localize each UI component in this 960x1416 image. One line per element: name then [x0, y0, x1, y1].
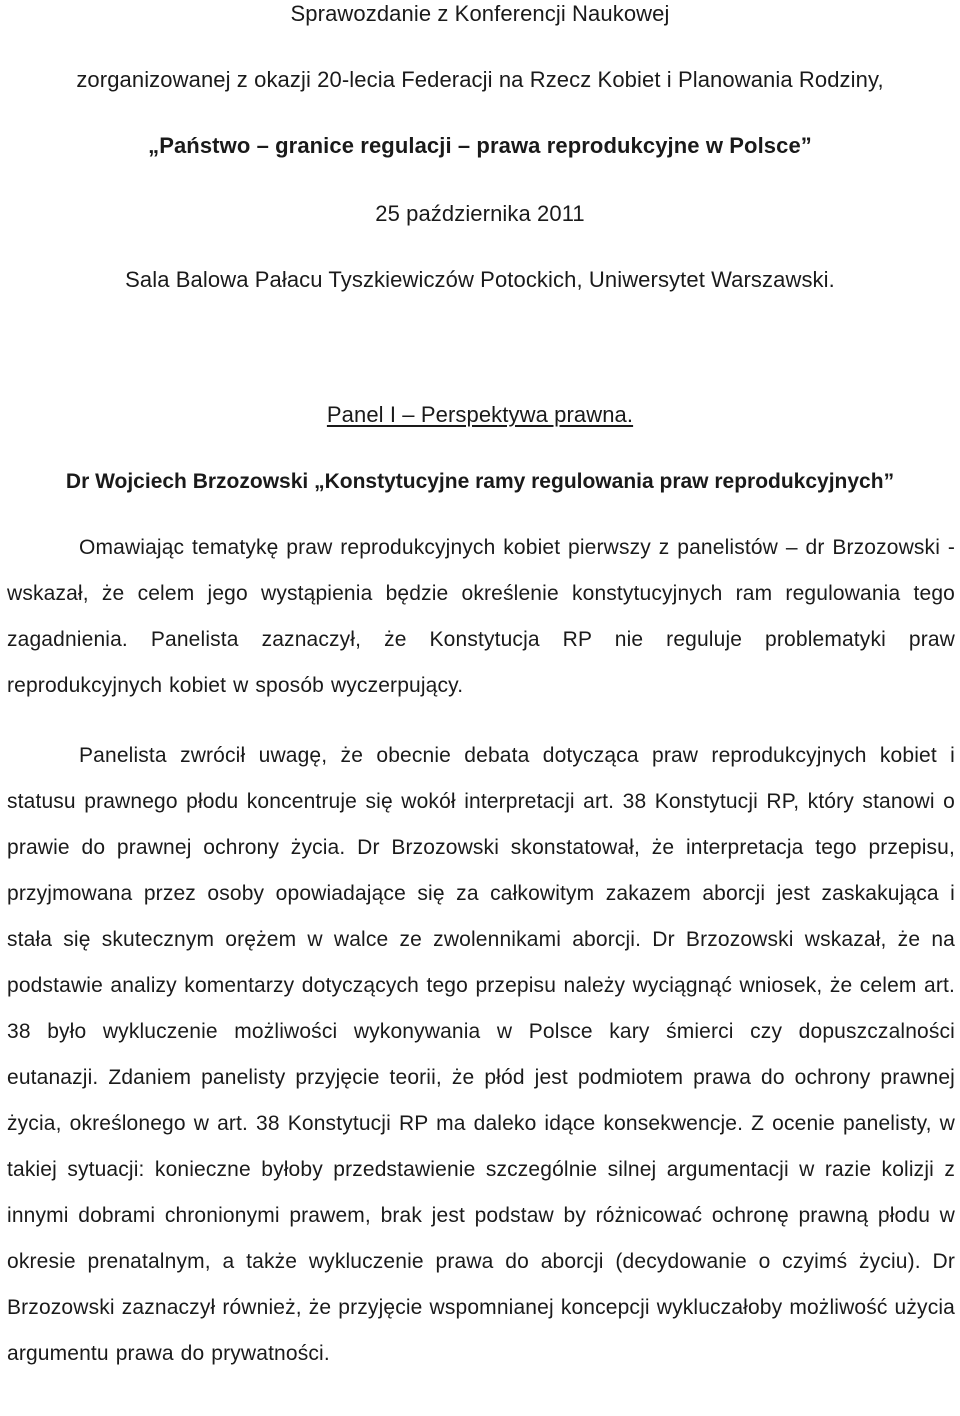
- body-paragraph-2: Panelista zwrócił uwagę, że obecnie debata dotycząca praw reprodukcyjnych kobiet i statusu prawnego płodu koncentruje się wokół interpretacji art. 38 Konstytucji RP, który stanowi o prawie do prawnej ochrony życia. Dr Brzozowski skonstatował, że interpretacja tego przepisu, przyjmowana przez osoby opowiadające się za całkowitym zakazem aborcji jest zaskakująca i stała się skutecznym orężem w walce ze zwolennikami aborcji. Dr Brzozowski wskazał, że na podstawie analizy komentarzy dotyczących tego przepisu należy wyciągnąć wniosek, że celem art. 38 było wykluczenie możliwości wykonywania w Polsce kary śmierci czy dopuszczalności eutanazji. Zdaniem panelisty przyjęcie teorii, że płód jest podmiotem prawa do ochrony prawnej życia, określonego w art. 38 Konstytucji RP ma daleko idące konsekwencje. Z ocenie panelisty, w takiej sytuacji: konieczne byłoby przedstawienie szczególnie silnej argumentacji w razie kolizji z innymi dobrami chronionymi prawem, brak jest podstaw by różnicować ochronę prawną płodu w okresie prenatalnym, a także wykluczenie prawa do aborcji (decydowanie o czyimś życiu). Dr Brzozowski zaznaczył również, że przyjęcie wspomnianej koncepcji wykluczałoby możliwość użycia argumentu prawa do prywatności.: [7, 744, 955, 1365]
- report-title: Sprawozdanie z Konferencji Naukowej: [290, 1, 670, 26]
- conference-title: „Państwo – granice regulacji – prawa reprodukcyjne w Polsce”: [148, 133, 812, 158]
- conference-date: 25 października 2011: [375, 201, 585, 226]
- organizer-line: zorganizowanej z okazji 20-lecia Federacji na Rzecz Kobiet i Planowania Rodziny,: [76, 67, 884, 92]
- panel-heading: Panel I – Perspektywa prawna.: [326, 402, 634, 427]
- speaker-heading: Dr Wojciech Brzozowski „Konstytucyjne ramy regulowania praw reprodukcyjnych”: [65, 470, 895, 493]
- body-paragraph-1: Omawiając tematykę praw reprodukcyjnych kobiet pierwszy z panelistów – dr Brzozowski -wskazał, że celem jego wystąpienia będzie określenie konstytucyjnych ram regulowania tego zagadnienia. Panelista zaznaczył, że Konstytucja RP nie reguluje problematyki praw reprodukcyjnych kobiet w sposób wyczerpujący.: [7, 536, 955, 697]
- conference-venue: Sala Balowa Pałacu Tyszkiewiczów Potockich, Uniwersytet Warszawski.: [125, 267, 835, 292]
